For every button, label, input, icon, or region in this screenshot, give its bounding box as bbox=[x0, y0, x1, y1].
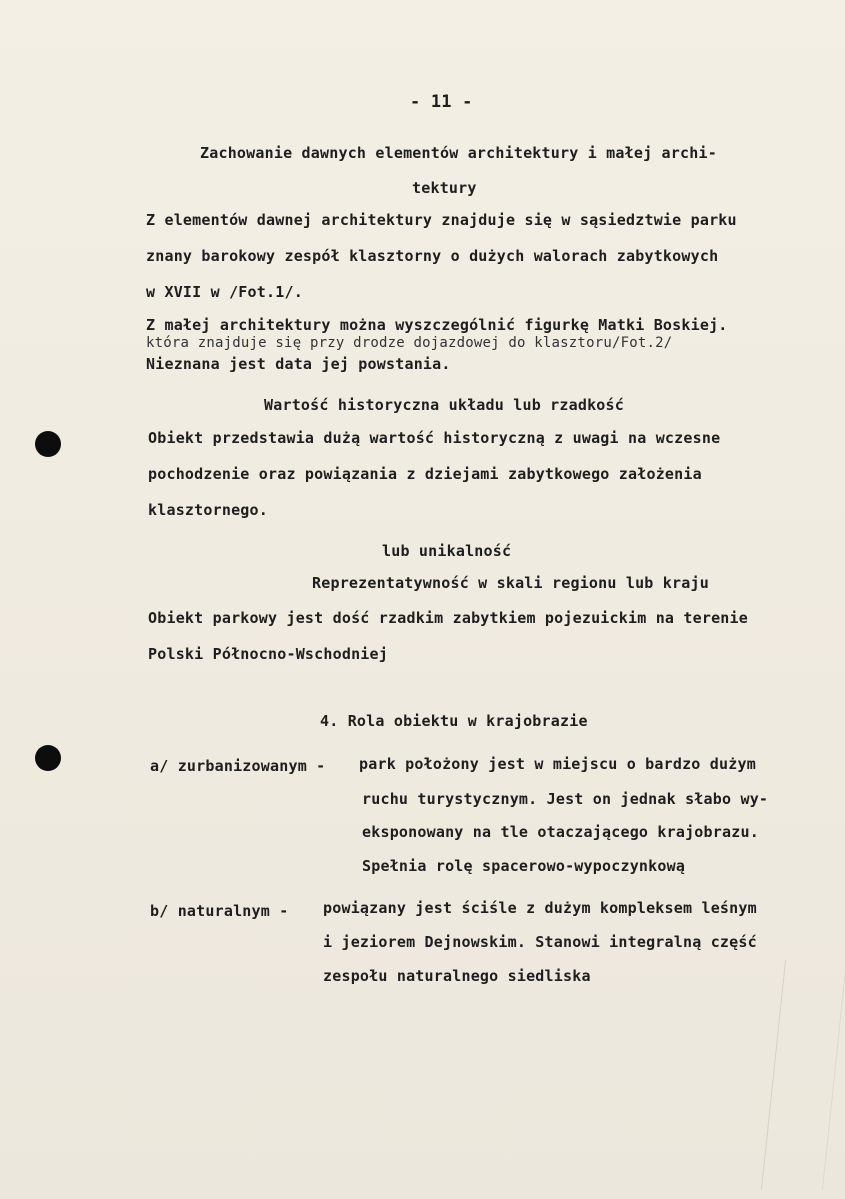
paragraph-line: klasztornego. bbox=[148, 501, 268, 519]
section-heading-representativeness: Reprezentatywność w skali regionu lub kraju bbox=[312, 574, 709, 592]
punch-hole-top bbox=[35, 431, 61, 457]
list-item-text: park położony jest w miejscu o bardzo dużym bbox=[359, 755, 756, 773]
section-heading-architecture: Zachowanie dawnych elementów architektury i małej archi- bbox=[200, 144, 717, 162]
paragraph-line: Polski Północno-Wschodniej bbox=[148, 645, 388, 663]
section-heading-uniqueness: lub unikalność bbox=[382, 542, 512, 560]
list-item-text: eksponowany na tle otaczającego krajobrazu. bbox=[362, 823, 759, 841]
section-heading-landscape-role: 4. Rola obiektu w krajobrazie bbox=[320, 712, 588, 730]
section-heading-historical-value: Wartość historyczna układu lub rzadkość bbox=[264, 396, 624, 414]
list-item-text: zespołu naturalnego siedliska bbox=[323, 967, 591, 985]
punch-hole-bottom bbox=[35, 745, 61, 771]
list-item-text: powiązany jest ściśle z dużym kompleksem leśnym bbox=[323, 899, 757, 917]
paragraph-line: Z małej architektury można wyszczególnić figurkę Matki Boskiej. bbox=[146, 316, 728, 334]
paragraph-line: Z elementów dawnej architektury znajduje się w sąsiedztwie parku bbox=[146, 211, 737, 229]
list-item-label-b: b/ naturalnym - bbox=[150, 902, 289, 920]
paragraph-line: pochodzenie oraz powiązania z dziejami zabytkowego założenia bbox=[148, 465, 702, 483]
section-heading-architecture-cont: tektury bbox=[412, 179, 477, 197]
list-item-text: i jeziorem Dejnowskim. Stanowi integralną część bbox=[323, 933, 757, 951]
paragraph-line: Obiekt przedstawia dużą wartość historyczną z uwagi na wczesne bbox=[148, 429, 721, 447]
paper-crease bbox=[761, 960, 845, 1190]
paragraph-line: znany barokowy zespół klasztorny o dużych walorach zabytkowych bbox=[146, 247, 719, 265]
paragraph-line: Obiekt parkowy jest dość rzadkim zabytkiem pojezuickim na terenie bbox=[148, 609, 748, 627]
paragraph-line: Nieznana jest data jej powstania. bbox=[146, 355, 451, 373]
list-item-label-a: a/ zurbanizowanym - bbox=[150, 757, 326, 775]
paragraph-line-thin: która znajduje się przy drodze dojazdowej do klasztoru/Fot.2/ bbox=[146, 335, 673, 351]
page-number: - 11 - bbox=[410, 92, 473, 112]
list-item-text: ruchu turystycznym. Jest on jednak słabo wy- bbox=[362, 790, 769, 808]
list-item-text: Spełnia rolę spacerowo-wypoczynkową bbox=[362, 857, 686, 875]
paragraph-line: w XVII w /Fot.1/. bbox=[146, 283, 303, 301]
